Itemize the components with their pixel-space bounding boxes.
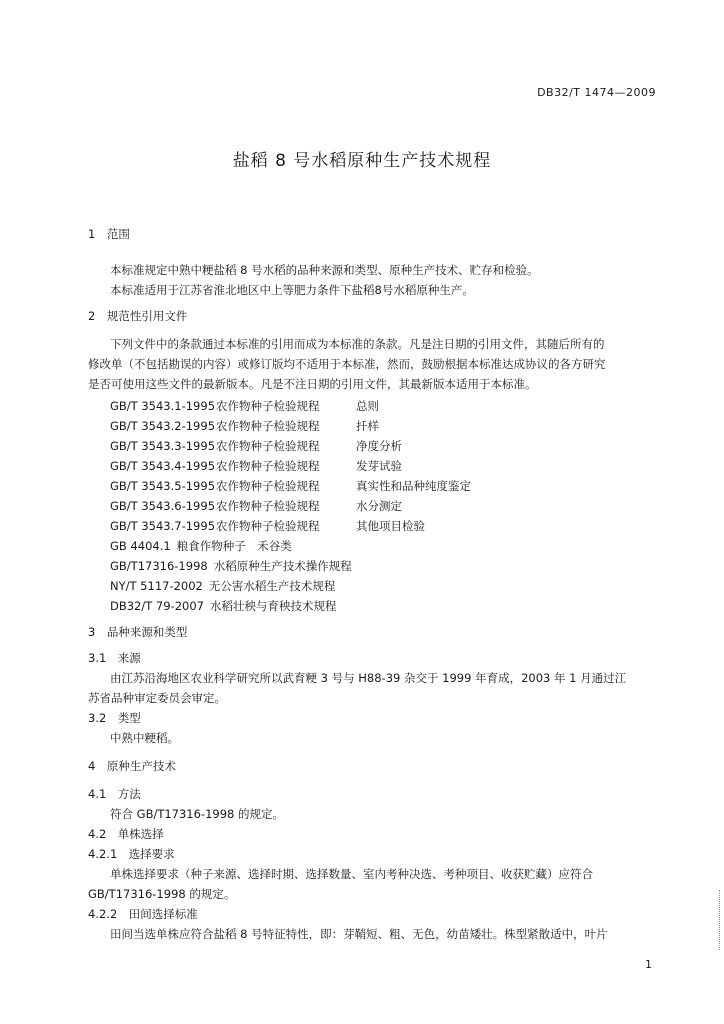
reference-name: 农作物种子检验规程 <box>216 459 320 473</box>
reference-code: GB/T17316-1998 <box>110 559 208 573</box>
section-2-heading: 2 规范性引用文件 <box>88 309 188 323</box>
reference-name: 粮食作物种子 禾谷类 <box>176 539 292 553</box>
standard-code: DB32/T 1474—2009 <box>537 86 656 99</box>
section-4-2-1-paragraph-line-2: GB/T17316-1998 的规定。 <box>88 887 236 901</box>
section-4-2-1-heading: 4.2.1 选择要求 <box>88 847 175 861</box>
reference-name: 无公害水稻生产技术规程 <box>208 579 336 593</box>
reference-item <box>110 538 292 554</box>
section-4-1-paragraph: 符合 GB/T17316-1998 的规定。 <box>110 807 285 821</box>
reference-code: GB/T 3543.4-1995 <box>110 459 216 473</box>
section-3-1-paragraph-line-1: 由江苏沿海地区农业科学研究所以武育粳 3 号与 H88-39 杂交于 1999 年育成，2003 年 1 月通过江 <box>110 671 627 685</box>
document-title: 盐稻 8 号水稻原种生产技术规程 <box>232 151 492 171</box>
reference-part: 总则 <box>356 399 379 413</box>
reference-item <box>110 578 335 594</box>
section-3-heading: 3 品种来源和类型 <box>88 625 188 639</box>
section-1-paragraph-2: 本标准适用于江苏省淮北地区中上等肥力条件下盐稻8号水稻原种生产。 <box>110 283 474 297</box>
section-4-2-2-paragraph: 田间当选单株应符合盐稻 8 号特征特性，即：芽鞘短、粗、无色，幼苗矮壮。株型紧散适中，叶片 <box>110 927 608 941</box>
reference-name: 水稻壮秧与育秧技术规程 <box>209 599 337 613</box>
reference-item <box>110 438 402 454</box>
reference-code: NY/T 5117-2002 <box>110 579 203 593</box>
reference-part: 发芽试验 <box>356 459 402 473</box>
reference-name: 农作物种子检验规程 <box>216 479 320 493</box>
section-4-2-heading: 4.2 单株选择 <box>88 827 164 841</box>
reference-code: DB32/T 79-2007 <box>110 599 204 613</box>
reference-name: 农作物种子检验规程 <box>216 519 320 533</box>
reference-item <box>110 398 379 414</box>
reference-item <box>110 418 379 434</box>
section-4-2-2-heading: 4.2.2 田间选择标准 <box>88 907 198 921</box>
reference-name: 农作物种子检验规程 <box>216 439 320 453</box>
reference-item <box>110 478 471 494</box>
reference-part: 净度分析 <box>356 439 402 453</box>
section-4-heading: 4 原种生产技术 <box>88 759 176 773</box>
section-3-1-paragraph-line-2: 苏省品种审定委员会审定。 <box>88 691 226 705</box>
section-1-paragraph-1: 本标准规定中熟中粳盐稻 8 号水稻的品种来源和类型、原种生产技术、贮存和检验。 <box>110 263 539 277</box>
section-3-2-paragraph: 中熟中粳稻。 <box>110 731 179 745</box>
reference-part: 扦样 <box>356 419 379 433</box>
reference-item <box>110 518 425 534</box>
reference-name: 农作物种子检验规程 <box>216 499 320 513</box>
reference-item <box>110 558 352 574</box>
section-4-2-1-paragraph-line-1: 单株选择要求（种子来源、选择时期、选择数量、室内考种决选、考种项目、收获贮藏）应符合 <box>110 867 593 881</box>
reference-part: 其他项目检验 <box>356 519 425 533</box>
reference-name: 农作物种子检验规程 <box>216 419 320 433</box>
reference-name: 农作物种子检验规程 <box>216 399 320 413</box>
reference-part: 真实性和品种纯度鉴定 <box>356 479 471 493</box>
reference-code: GB/T 3543.7-1995 <box>110 519 216 533</box>
reference-code: GB/T 3543.3-1995 <box>110 439 216 453</box>
reference-code: GB/T 3543.6-1995 <box>110 499 216 513</box>
reference-code: GB/T 3543.5-1995 <box>110 479 216 493</box>
section-4-1-heading: 4.1 方法 <box>88 787 141 801</box>
scan-edge-mark <box>719 890 722 950</box>
section-3-1-heading: 3.1 来源 <box>88 651 141 665</box>
reference-item <box>110 598 336 614</box>
section-2-paragraph-line-2: 修改单（不包括勘误的内容）或修订版均不适用于本标准，然而，鼓励根据本标准达成协议的各方研究 <box>88 357 606 371</box>
section-2-paragraph-line-3: 是否可使用这些文件的最新版本。凡是不注日期的引用文件，其最新版本适用于本标准。 <box>88 377 537 391</box>
section-2-paragraph-line-1: 下列文件中的条款通过本标准的引用而成为本标准的条款。凡是注日期的引用文件，其随后所有的 <box>110 337 605 351</box>
reference-item <box>110 498 402 514</box>
reference-part: 水分测定 <box>356 499 402 513</box>
page-number: 1 <box>645 958 652 971</box>
reference-item <box>110 458 402 474</box>
section-3-2-heading: 3.2 类型 <box>88 711 141 725</box>
reference-code: GB/T 3543.1-1995 <box>110 399 216 413</box>
reference-code: GB 4404.1 <box>110 539 171 553</box>
reference-code: GB/T 3543.2-1995 <box>110 419 216 433</box>
reference-name: 水稻原种生产技术操作规程 <box>213 559 352 573</box>
section-1-heading: 1 范围 <box>88 227 130 241</box>
